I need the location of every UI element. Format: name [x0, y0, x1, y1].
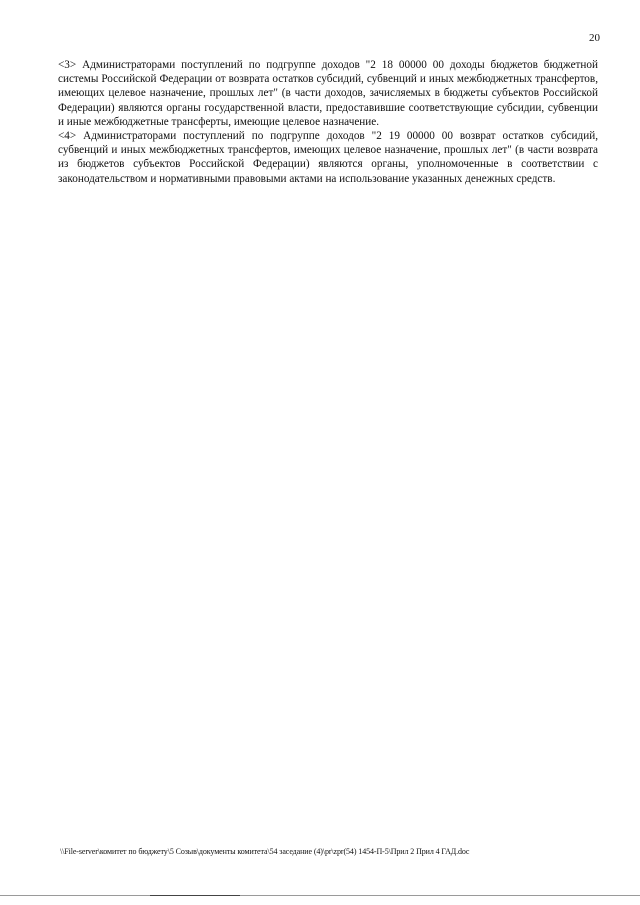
footnote-3-paragraph: <3> Администраторами поступлений по подгруппе доходов "2 18 00000 00 доходы бюджетов бюджетной системы Российской Федерации от возврата остатков субсидий, субвенций и иных межбюджетных трансфертов, имеющих целевое назначение, прошлых лет" (в части доходов, зачисляемых в бюджеты субъектов Российской Федерации) являются органы государственной власти, предоставившие соответствующие субсидии, субвенции и иные межбюджетные трансферты, имеющие целевое назначение.	[58, 59, 598, 128]
footnote-4-paragraph: <4> Администраторами поступлений по подгруппе доходов "2 19 00000 00 возврат остатков субсидий, субвенций и иных межбюджетных трансфертов, имеющих целевое назначение, прошлых лет" (в части возврата из бюджетов субъектов Российской Федерации) являются органы, уполномоченные в соответствии с законодательством и нормативными правовыми актами на использование указанных денежных средств.	[58, 130, 598, 185]
document-body	[58, 58, 598, 186]
scan-edge-line	[0, 895, 640, 896]
footer-file-path: \\File-server\комитет по бюджету\5 Созыв\документы комитета\54 заседание (4)\pr\zpr(54) 1454-П-5\Прил 2 Прил 4 ГАД.doc	[60, 847, 470, 856]
scan-edge-mark	[150, 895, 240, 896]
page-number: 20	[589, 32, 600, 44]
